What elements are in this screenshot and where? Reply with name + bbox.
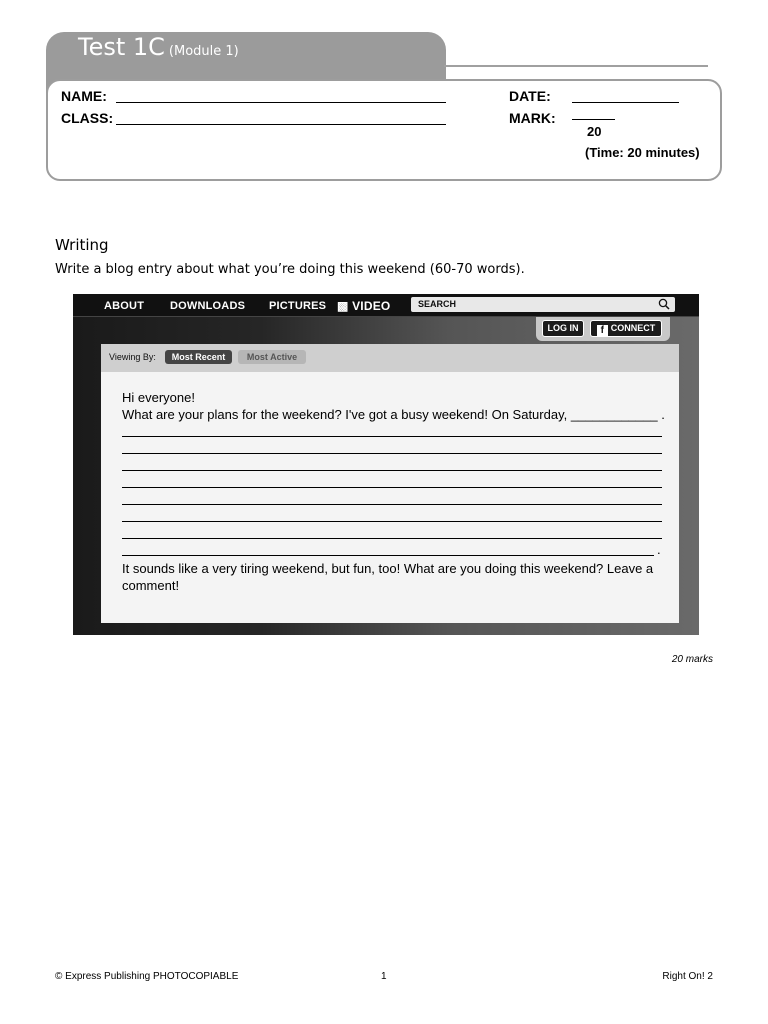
section-title: Writing — [55, 236, 109, 254]
search-icon[interactable] — [658, 298, 670, 310]
name-line[interactable] — [116, 102, 446, 103]
writing-line[interactable] — [122, 436, 662, 437]
connect-button[interactable] — [590, 320, 662, 337]
writing-line[interactable] — [122, 453, 662, 454]
blog-frame — [73, 294, 699, 635]
blog-closing-line-1: It sounds like a very tiring weekend, but fun, too! What are you doing this weekend? Leave a — [122, 561, 654, 576]
mark-label: MARK: — [509, 110, 556, 126]
marks-label: 20 marks — [671, 654, 713, 665]
student-info-box — [46, 79, 722, 181]
mark-line[interactable] — [572, 119, 615, 120]
page-title — [78, 33, 239, 61]
date-line[interactable] — [572, 102, 679, 103]
writing-line[interactable] — [122, 487, 662, 488]
blog-navbar — [73, 294, 699, 317]
nav-downloads[interactable]: DOWNLOADS — [170, 300, 246, 312]
class-label: CLASS: — [61, 110, 114, 126]
writing-line[interactable] — [122, 555, 654, 556]
login-button[interactable]: LOG IN — [542, 320, 584, 337]
module-subtitle: (Module 1) — [168, 44, 239, 59]
name-label: NAME: — [61, 88, 107, 104]
blog-greeting: Hi everyone! — [122, 390, 195, 405]
auth-bar — [536, 317, 670, 341]
mark-total: 20 — [587, 124, 602, 139]
connect-label: CONNECT — [610, 323, 656, 333]
date-label: DATE: — [509, 88, 551, 104]
video-camera-icon: ▩ — [337, 299, 349, 313]
writing-line[interactable] — [122, 521, 662, 522]
filter-most-active[interactable]: Most Active — [238, 350, 306, 364]
final-period: . — [657, 542, 661, 557]
footer-copyright: © Express Publishing PHOTOCOPIABLE — [55, 971, 239, 982]
footer-page-number: 1 — [381, 971, 387, 982]
facebook-icon: f — [597, 325, 608, 336]
filter-most-recent[interactable]: Most Recent — [165, 350, 232, 364]
blog-closing-line-2: comment! — [122, 578, 180, 593]
blog-post-panel — [101, 372, 679, 623]
class-line[interactable] — [116, 124, 446, 125]
footer-book-title: Right On! 2 — [662, 971, 713, 982]
writing-line[interactable] — [122, 470, 662, 471]
writing-line[interactable] — [122, 504, 662, 505]
header-rule — [444, 65, 708, 67]
viewing-by-label: Viewing By: — [109, 352, 156, 362]
writing-line[interactable] — [122, 538, 662, 539]
nav-video-label: VIDEO — [352, 299, 391, 313]
nav-about[interactable]: ABOUT — [104, 300, 145, 312]
viewing-bar — [101, 344, 679, 372]
search-placeholder: SEARCH — [418, 299, 457, 309]
search-input[interactable] — [411, 297, 675, 312]
test-title: Test 1C — [78, 33, 165, 61]
nav-video[interactable] — [337, 299, 390, 313]
nav-pictures[interactable]: PICTURES — [269, 300, 327, 312]
time-note: (Time: 20 minutes) — [585, 145, 700, 160]
blog-intro: What are your plans for the weekend? I've got a busy weekend! On Saturday, ____________ . — [122, 407, 665, 422]
task-instruction: Write a blog entry about what you’re doing this weekend (60-70 words). — [55, 262, 525, 277]
